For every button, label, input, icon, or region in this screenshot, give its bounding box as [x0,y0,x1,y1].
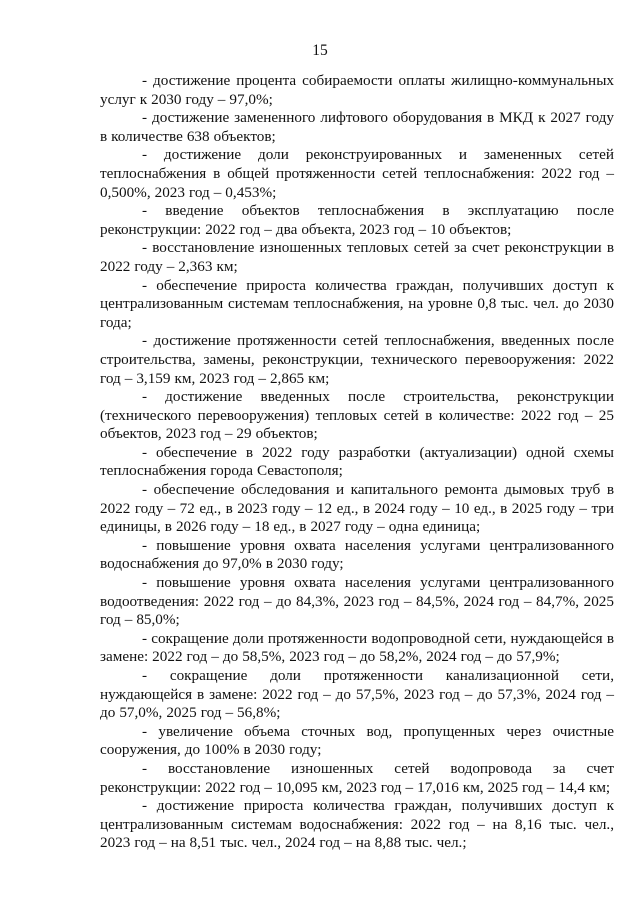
list-item: - достижение замененного лифтового оборудования в МКД к 2027 году в количестве 638 объектов; [100,109,614,145]
list-item: - введение объектов теплоснабжения в эксплуатацию после реконструкции: 2022 год – два объекта, 2023 год – 10 объектов; [100,202,614,238]
page-number: 15 [312,42,328,59]
list-item: - достижение введенных после строительства, реконструкции (технического перевооружения) тепловых сетей в количестве: 2022 год – 25 объектов, 2023 год – 29 объектов; [100,388,614,443]
list-item: - восстановление изношенных тепловых сетей за счет реконструкции в 2022 году – 2,363 км; [100,239,614,275]
list-item: - сокращение доли протяженности водопроводной сети, нуждающейся в замене: 2022 год – до 58,5%, 2023 год – до 58,2%, 2024 год – до 57,9%; [100,629,614,666]
list-item: - обеспечение обследования и капитального ремонта дымовых труб в 2022 году – 72 ед., в 2023 году – 12 ед., в 2024 году – 10 ед., в 2025 году – три единицы, в 2026 году – 18 ед., в 2027 году – одна единица; [100,481,614,536]
list-item: - обеспечение прироста количества граждан, получивших доступ к централизованным системам теплоснабжения, на уровне 0,8 тыс. чел. до 2030 года; [100,276,614,331]
list-item: - достижение прироста количества граждан, получивших доступ к централизованным системам водоснабжения: 2022 год – на 8,16 тыс. чел., 2023 год – на 8,51 тыс. чел., 2024 год – на 8,88 тыс. чел.; [100,797,614,852]
list-item: - достижение протяженности сетей теплоснабжения, введенных после строительства, замены, реконструкции, технического перевооружения: 2022 год – 3,159 км, 2023 год – 2,865 км; [100,332,614,387]
list-item: - сокращение доли протяженности канализационной сети, нуждающейся в замене: 2022 год – до 57,5%, 2023 год – до 57,3%, 2024 год – до 57,0%, 2025 год – 56,8%; [100,667,614,722]
document-body [100,72,614,853]
list-item: - увеличение объема сточных вод, пропущенных через очистные сооружения, до 100% в 2030 году; [100,722,614,759]
list-item: - восстановление изношенных сетей водопровода за счет реконструкции: 2022 год – 10,095 км, 2023 год – 17,016 км, 2025 год – 14,4 км; [100,759,614,796]
list-item: - повышение уровня охвата населения услугами централизованного водоснабжения до 97,0% в 2030 году; [100,536,614,573]
list-item: - достижение процента собираемости оплаты жилищно-коммунальных услуг к 2030 году – 97,0%; [100,72,614,108]
list-item: - достижение доли реконструированных и замененных сетей теплоснабжения в общей протяженности сетей теплоснабжения: 2022 год – 0,500%, 2023 год – 0,453%; [100,146,614,201]
list-item: - повышение уровня охвата населения услугами централизованного водоотведения: 2022 год – до 84,3%, 2023 год – 84,5%, 2024 год – 84,7%, 2025 год – 85,0%; [100,574,614,629]
list-item: - обеспечение в 2022 году разработки (актуализации) одной схемы теплоснабжения города Севастополя; [100,443,614,480]
